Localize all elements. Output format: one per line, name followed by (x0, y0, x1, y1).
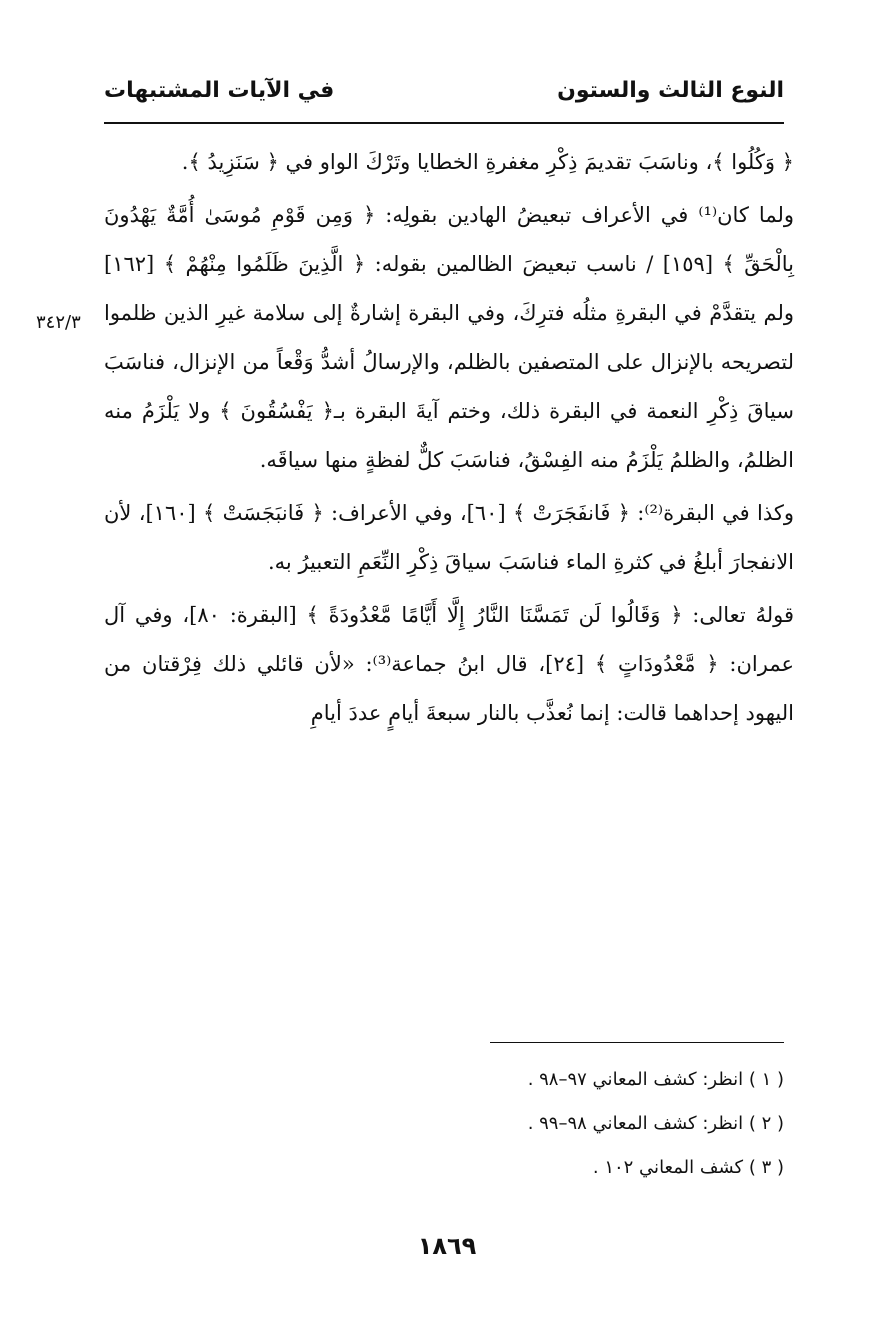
running-header (104, 78, 784, 118)
header-divider (104, 122, 784, 124)
footnote: ( ١ ) انظر: كشف المعاني ٩٧–٩٨ . (527, 1069, 784, 1090)
margin-reference: ٣٤٢/٣ (36, 312, 81, 333)
footnote: ( ٣ ) كشف المعاني ١٠٢ . (592, 1157, 784, 1178)
main-text (104, 138, 794, 742)
page-number: ١٨٦٩ (417, 1232, 477, 1260)
paragraph: ﴿ وَكُلُوا ﴾، وناسَبَ تقديمَ ذِكْرِ مغفرةِ الخطايا وتَرْكَ الواو في ﴿ سَنَزِيدُ ﴾. (181, 150, 794, 174)
paragraph: ولما كان⁽¹⁾ في الأعراف تبعيضُ الهادين بقولِه: ﴿ وَمِن قَوْمِ مُوسَىٰ أُمَّةٌ يَهْدُونَ بِالْحَقِّ ﴾ [١٥٩] / ناسب تبعيضَ الظالمين بقوله: ﴿ الَّذِينَ ظَلَمُوا مِنْهُمْ ﴾ [١٦٢] ولم يتقدَّمْ في البقرةِ مثلُه فترِكَ، وفي البقرة إشارةٌ إلى سلامة غيرِ الذين ظلموا لتصريحه بالإنزال على المتصفين بالظلم، والإرسالُ أشدُّ وَقْعاً من الإنزال، فناسَبَ سياقَ ذِكْرِ النعمة في البقرة ذلك، وختم آيةَ البقرة بـ﴿ يَفْسُقُونَ ﴾ ولا يَلْزَمُ منه الظلمُ، والظلمُ يَلْزَمُ منه الفِسْقُ، فناسَبَ كلٌّ لفظةٍ منها سياقَه. (104, 203, 795, 472)
footnote: ( ٢ ) انظر: كشف المعاني ٩٨–٩٩ . (527, 1113, 784, 1134)
paragraph: وكذا في البقرة⁽²⁾: ﴿ فَانفَجَرَتْ ﴾ [٦٠]، وفي الأعراف: ﴿ فَانبَجَسَتْ ﴾ [١٦٠]، لأن الانفجارَ أبلغُ في كثرةِ الماء فناسَبَ سياقَ ذِكْرِ النِّعَمِ التعبيرُ به. (104, 501, 794, 574)
footnote-divider (490, 1042, 784, 1043)
section-title: في الآيات المشتبهات (104, 78, 335, 103)
chapter-title: النوع الثالث والستون (557, 78, 784, 103)
footnotes (300, 1058, 784, 1190)
paragraph: قولهُ تعالى: ﴿ وَقَالُوا لَن تَمَسَّنَا النَّارُ إِلَّا أَيَّامًا مَّعْدُودَةً ﴾ [البقرة: ٨٠]، وفي آل عمران: ﴿ مَّعْدُودَاتٍ ﴾ [٢٤]، قال ابنُ جماعة⁽³⁾: «لأن قائلي ذلك فِرْقتان من اليهود إحداهما قالت: إنما نُعذَّب بالنار سبعةَ أيامٍ عددَ أيامِ (104, 603, 794, 725)
